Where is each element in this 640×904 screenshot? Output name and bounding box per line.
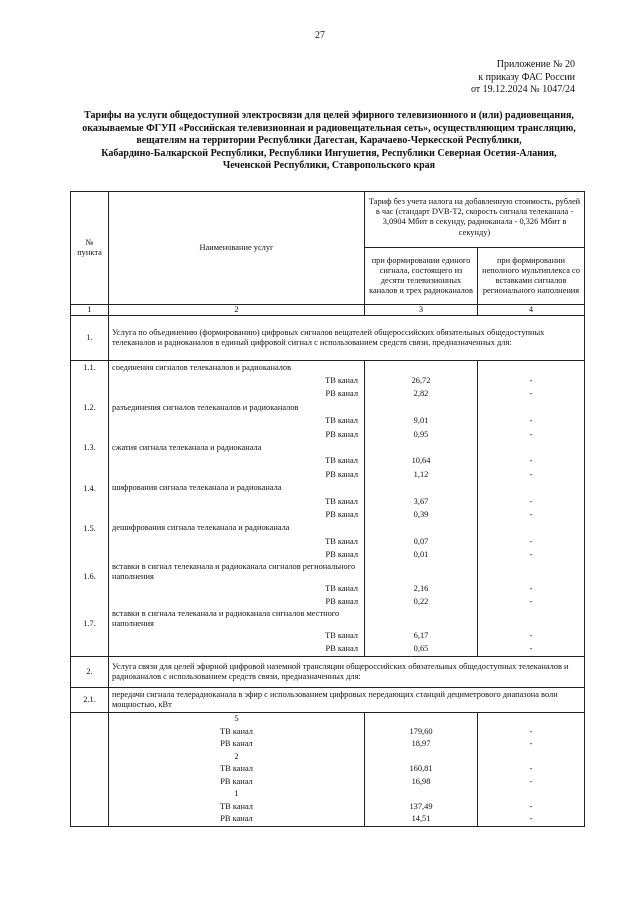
header-tariff: Тариф без учета налога на добавленную стоимость, рублей в час (стандарт DVB-T2, скорость сигнала телеканала - 3,0904 Мбит в секунду, радиоканала - 0,326 Мбит в секунду) [365, 192, 585, 248]
tariff-value-tv: 3,67 [365, 495, 478, 508]
rv-channel-label: РВ канал [109, 738, 365, 751]
document-title [82, 110, 576, 173]
item-name: вставки в сигнал телеканала и радиоканала сигналов регионального наполнения [109, 562, 365, 582]
tariff-value-rv: 18,97 [365, 738, 478, 751]
empty-cell [365, 609, 478, 629]
title-line: Тарифы на услуги общедоступной электросвязи для целей эфирного телевизионного и (или) радиовещания, [84, 110, 574, 121]
header-single-signal: при формировании единого сигнала, состоящего из десяти телевизионных каналов и трех радиоканалов [365, 248, 478, 305]
header-service-name: Наименование услуг [109, 192, 365, 305]
tv-channel-label: ТВ канал [109, 582, 365, 595]
item-number: 1.3. [71, 441, 109, 481]
empty-cell [478, 609, 585, 629]
empty-cell [365, 751, 478, 764]
rv-channel-label: РВ канал [109, 508, 365, 521]
header-partial-multiplex: при формировании неполного мультиплекса со вставками сигналов регионального наполнения [478, 248, 585, 305]
title-line: Чеченской Республики, Ставропольского края [222, 160, 436, 172]
tv-channel-label: ТВ канал [109, 801, 365, 814]
empty-cell [365, 482, 478, 495]
column-number: 3 [365, 305, 478, 316]
empty-cell [478, 562, 585, 582]
tariff-value-rv: 14,51 [365, 813, 478, 826]
rv-channel-label: РВ канал [109, 776, 365, 789]
appendix-line: к приказу ФАС России [478, 71, 575, 83]
tv-channel-label: ТВ канал [109, 415, 365, 428]
tv-channel-label: ТВ канал [109, 374, 365, 387]
dash-cell: - [478, 582, 585, 595]
dash-cell: - [478, 596, 585, 609]
dash-cell: - [478, 428, 585, 441]
item-number: 1.1. [71, 361, 109, 402]
tariff-value-rv: 0,22 [365, 596, 478, 609]
empty-cell [365, 401, 478, 414]
item-number: 1.6. [71, 562, 109, 609]
title-line: Кабардино-Балкарской Республики, Республики Ингушетия, Республики Северная Осетия-Алания, [101, 147, 557, 159]
power-kw: 1 [109, 788, 365, 801]
tariff-value-tv: 0,07 [365, 535, 478, 548]
tariff-value-tv: 26,72 [365, 374, 478, 387]
section-text: Услуга связи для целей эфирной цифровой наземной трансляции общероссийских обязательных общедоступных телеканалов и радиоканалов с использованием средств связи, предназначенных для: [109, 657, 585, 688]
dash-cell: - [478, 415, 585, 428]
dash-cell: - [478, 726, 585, 739]
tariff-value-rv: 0,95 [365, 428, 478, 441]
empty-cell [478, 788, 585, 801]
tariff-value-rv: 16,98 [365, 776, 478, 789]
rv-channel-label: РВ канал [109, 813, 365, 826]
rv-channel-label: РВ канал [109, 468, 365, 481]
item-name: сжатия сигнала телеканала и радиоканала [109, 441, 365, 454]
tariff-table [70, 191, 585, 827]
item-name: соединения сигналов телеканалов и радиоканалов [109, 361, 365, 375]
tariff-value-rv: 2,82 [365, 388, 478, 401]
tariff-value-rv: 1,12 [365, 468, 478, 481]
empty-cell [478, 482, 585, 495]
tariff-value-tv: 10,64 [365, 455, 478, 468]
dash-cell: - [478, 455, 585, 468]
tv-channel-label: ТВ канал [109, 455, 365, 468]
rv-channel-label: РВ канал [109, 643, 365, 657]
dash-cell: - [478, 374, 585, 387]
tariff-value-tv: 2,16 [365, 582, 478, 595]
tariff-value-tv: 6,17 [365, 629, 478, 642]
dash-cell: - [478, 776, 585, 789]
section-number: 2. [71, 657, 109, 688]
dash-cell: - [478, 468, 585, 481]
rv-channel-label: РВ канал [109, 548, 365, 561]
dash-cell: - [478, 508, 585, 521]
item-name: разъединения сигналов телеканалов и радиоканалов [109, 401, 365, 414]
tariff-value-rv: 0,39 [365, 508, 478, 521]
tariff-value-tv: 137,49 [365, 801, 478, 814]
title-line: вещателям на территории Республики Дагестан, Карачаево-Черкесской Республики, [136, 135, 522, 147]
power-kw: 2 [109, 751, 365, 764]
empty-cell [365, 441, 478, 454]
section-text: Услуга по объединению (формированию) цифровых сигналов вещателей общероссийских обязательных общедоступных телеканалов и радиоканалов в единый цифровой сигнал с использованием средств связи, предназначенных для: [109, 316, 585, 361]
item-name: шифрования сигнала телеканала и радиоканала [109, 482, 365, 495]
tv-channel-label: ТВ канал [109, 495, 365, 508]
dash-cell: - [478, 738, 585, 751]
empty-cell [478, 751, 585, 764]
dash-cell: - [478, 801, 585, 814]
empty-cell [365, 713, 478, 726]
empty-cell [71, 713, 109, 827]
rv-channel-label: РВ канал [109, 596, 365, 609]
item-number: 1.7. [71, 609, 109, 657]
page-number: 27 [315, 30, 325, 41]
item-number: 1.4. [71, 482, 109, 522]
column-number: 2 [109, 305, 365, 316]
item-name: вставки в сигнала телеканала и радиоканала сигналов местного наполнения [109, 609, 365, 629]
appendix-reference [471, 59, 575, 97]
item-name: передачи сигнала телерадиоканала в эфир с использованием цифровых передающих станций дециметрового диапазона волн мощностью, кВт [109, 688, 585, 713]
dash-cell: - [478, 763, 585, 776]
section-number: 1. [71, 316, 109, 361]
tariff-value-rv: 0,01 [365, 548, 478, 561]
tariff-value-rv: 0,65 [365, 643, 478, 657]
empty-cell [478, 361, 585, 375]
dash-cell: - [478, 535, 585, 548]
title-line: оказываемые ФГУП «Российская телевизионная и радиовещательная сеть», осуществляющим трансляцию, [82, 122, 576, 134]
tv-channel-label: ТВ канал [109, 535, 365, 548]
item-number: 1.5. [71, 522, 109, 562]
empty-cell [478, 713, 585, 726]
item-number: 2.1. [71, 688, 109, 713]
header-item-number: № пункта [71, 192, 109, 305]
appendix-line: Приложение № 20 [496, 59, 575, 70]
power-kw: 5 [109, 713, 365, 726]
rv-channel-label: РВ канал [109, 428, 365, 441]
item-number: 1.2. [71, 401, 109, 441]
empty-cell [365, 788, 478, 801]
tv-channel-label: ТВ канал [109, 726, 365, 739]
dash-cell: - [478, 495, 585, 508]
empty-cell [478, 401, 585, 414]
tv-channel-label: ТВ канал [109, 629, 365, 642]
empty-cell [365, 522, 478, 535]
tariff-value-tv: 160,81 [365, 763, 478, 776]
tv-channel-label: ТВ канал [109, 763, 365, 776]
tariff-value-tv: 9,01 [365, 415, 478, 428]
dash-cell: - [478, 629, 585, 642]
column-number: 1 [71, 305, 109, 316]
empty-cell [365, 562, 478, 582]
empty-cell [478, 441, 585, 454]
empty-cell [365, 361, 478, 375]
rv-channel-label: РВ канал [109, 388, 365, 401]
column-number: 4 [478, 305, 585, 316]
item-name: дешифрования сигнала телеканала и радиоканала [109, 522, 365, 535]
dash-cell: - [478, 548, 585, 561]
dash-cell: - [478, 388, 585, 401]
tariff-value-tv: 179,60 [365, 726, 478, 739]
dash-cell: - [478, 643, 585, 657]
empty-cell [478, 522, 585, 535]
dash-cell: - [478, 813, 585, 826]
appendix-line: от 19.12.2024 № 1047/24 [470, 84, 575, 95]
